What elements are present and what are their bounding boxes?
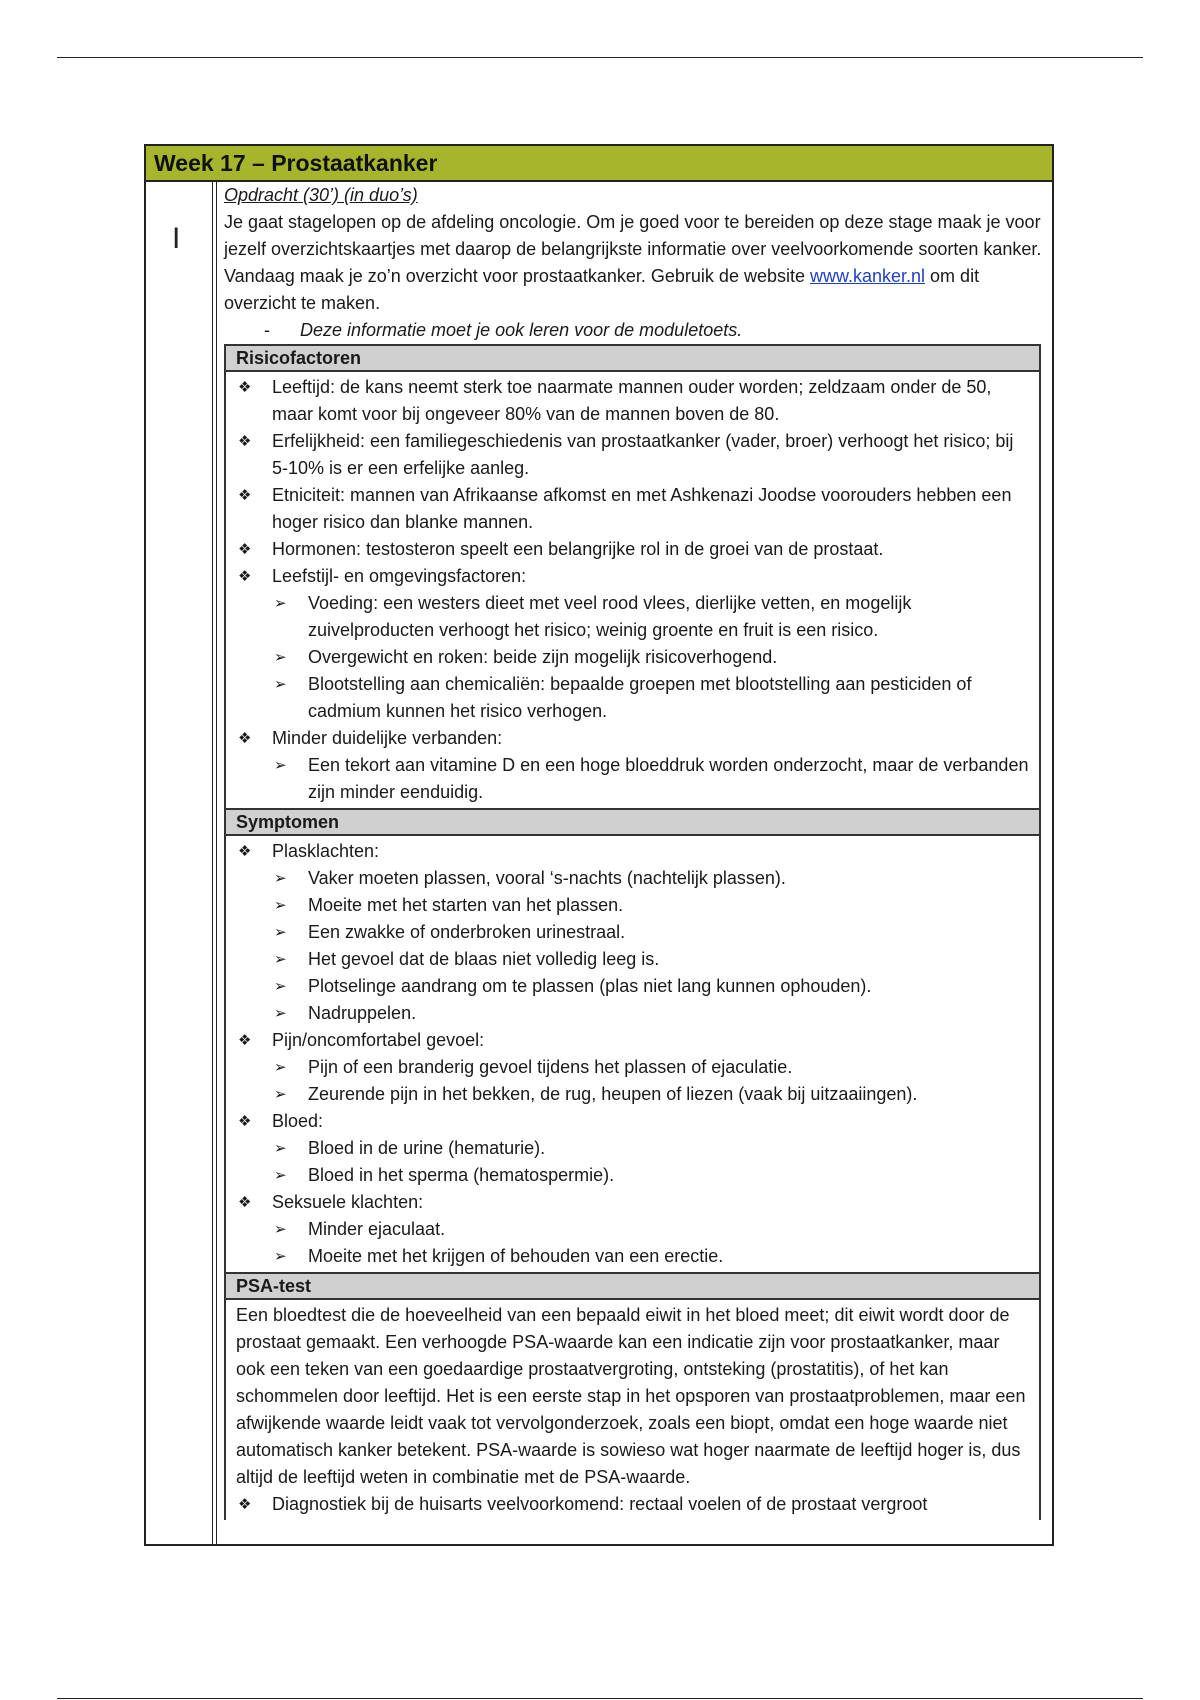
psa-title: PSA-test bbox=[226, 1274, 1039, 1300]
sub-list-item: ➢ Een tekort aan vitamine D en een hoge bloeddruk worden onderzocht, maar de verbanden zijn minder eenduidig. bbox=[236, 752, 1033, 806]
risk-list bbox=[226, 372, 1039, 808]
list-item: ❖ Pijn/oncomfortabel gevoel: bbox=[236, 1027, 1033, 1054]
note-dash: - bbox=[264, 320, 270, 340]
sub-list-item: ➢ Het gevoel dat de blaas niet volledig leeg is. bbox=[236, 946, 1033, 973]
kanker-link[interactable]: www.kanker.nl bbox=[809, 266, 926, 286]
sub-list-item: ➢ Bloed in de urine (hematurie). bbox=[236, 1135, 1033, 1162]
sub-list-item: ➢ Voeding: een westers dieet met veel rood vlees, dierlijke vetten, en mogelijk zuivelproducten verhoogt het risico; weinig groente en fruit is een risico. bbox=[236, 590, 1033, 644]
card-body bbox=[146, 182, 1052, 1544]
assignment-text-start: Je gaat stagelopen op de afdeling oncologie. Om je goed voor te bereiden op deze stage maak je voor jezelf overzichtskaartjes met daarop de belangrijkste informatie over veelvoorkomende soorten kanker. Vandaag maak je zo’n overzicht voor prostaatkanker. Gebruik de website bbox=[224, 212, 1042, 286]
sub-list-item: ➢ Bloed in het sperma (hematospermie). bbox=[236, 1162, 1033, 1189]
note-text: Deze informatie moet je ook leren voor de moduletoets. bbox=[300, 320, 743, 340]
risk-title: Risicofactoren bbox=[226, 346, 1039, 372]
list-item: ❖ Etniciteit: mannen van Afrikaanse afkomst en met Ashkenazi Joodse voorouders hebben een hoger risico dan blanke mannen. bbox=[236, 482, 1033, 536]
list-item: ❖ Bloed: bbox=[236, 1108, 1033, 1135]
symptoms-section bbox=[224, 808, 1041, 1272]
sub-list-item: ➢ Blootstelling aan chemicaliën: bepaalde groepen met blootstelling aan pesticiden of cadmium kunnen het risico verhogen. bbox=[236, 671, 1033, 725]
list-item: ❖ Leeftijd: de kans neemt sterk toe naarmate mannen ouder worden; zeldzaam onder de 50, maar komt voor bij ongeveer 80% van de mannen boven de 80. bbox=[236, 374, 1033, 428]
topic-card bbox=[144, 144, 1054, 1546]
top-rule bbox=[57, 57, 1143, 58]
list-item: ❖ Leefstijl- en omgevingsfactoren: bbox=[236, 563, 1033, 590]
list-item: ❖ Diagnostiek bij de huisarts veelvoorkomend: rectaal voelen of de prostaat vergroot bbox=[236, 1491, 1033, 1518]
list-item: ❖ Hormonen: testosteron speelt een belangrijke rol in de groei van de prostaat. bbox=[236, 536, 1033, 563]
list-item: ❖ Plasklachten: bbox=[236, 838, 1033, 865]
sub-list-item: ➢ Pijn of een branderig gevoel tijdens het plassen of ejaculatie. bbox=[236, 1054, 1033, 1081]
assignment-block bbox=[224, 182, 1052, 344]
symptoms-list bbox=[226, 836, 1039, 1272]
content-column bbox=[224, 182, 1052, 1544]
left-column bbox=[146, 182, 217, 1544]
sub-list-item: ➢ Minder ejaculaat. bbox=[236, 1216, 1033, 1243]
psa-content bbox=[226, 1300, 1039, 1520]
assignment-text bbox=[224, 209, 1052, 317]
assignment-note bbox=[224, 317, 1052, 344]
sub-list-item: ➢ Zeurende pijn in het bekken, de rug, heupen of liezen (vaak bij uitzaaiingen). bbox=[236, 1081, 1033, 1108]
sub-list-item: ➢ Moeite met het starten van het plassen. bbox=[236, 892, 1033, 919]
roman-numeral: I bbox=[172, 222, 181, 255]
psa-section bbox=[224, 1272, 1041, 1520]
sub-list-item: ➢ Plotselinge aandrang om te plassen (plas niet lang kunnen ophouden). bbox=[236, 973, 1033, 1000]
sub-list-item: ➢ Een zwakke of onderbroken urinestraal. bbox=[236, 919, 1033, 946]
list-item: ❖ Erfelijkheid: een familiegeschiedenis van prostaatkanker (vader, broer) verhoogt het risico; bij 5-10% is er een erfelijke aanleg. bbox=[236, 428, 1033, 482]
assignment-text-end: om dit overzicht te maken. bbox=[224, 266, 980, 313]
card-title: Week 17 – Prostaatkanker bbox=[146, 146, 1052, 182]
psa-paragraph: Een bloedtest die de hoeveelheid van een bepaald eiwit in het bloed meet; dit eiwit wordt door de prostaat gemaakt. Een verhoogde PSA-waarde kan een indicatie zijn voor prostaatkanker, maar ook een teken van een goedaardige prostaatvergroting, ontsteking (prostatitis), of het kan schommelen door leeftijd. Het is een eerste stap in het opsporen van prostaatproblemen, maar een afwijkende waarde leidt vaak tot vervolgonderzoek, zoals een biopt, omdat een hoge waarde niet automatisch kanker betekent. PSA-waarde is sowieso wat hoger naarmate de leeftijd hoger is, dus altijd de leeftijd weten in combinatie met de PSA-waarde. bbox=[236, 1305, 1026, 1487]
sub-list-item: ➢ Overgewicht en roken: beide zijn mogelijk risicoverhogend. bbox=[236, 644, 1033, 671]
list-item: ❖ Minder duidelijke verbanden: bbox=[236, 725, 1033, 752]
list-item: ❖ Seksuele klachten: bbox=[236, 1189, 1033, 1216]
sub-list-item: ➢ Moeite met het krijgen of behouden van een erectie. bbox=[236, 1243, 1033, 1270]
assignment-title: Opdracht (30’) (in duo’s) bbox=[224, 185, 418, 205]
sub-list-item: ➢ Nadruppelen. bbox=[236, 1000, 1033, 1027]
symptoms-title: Symptomen bbox=[226, 810, 1039, 836]
bottom-rule bbox=[57, 1698, 1143, 1699]
sub-list-item: ➢ Vaker moeten plassen, vooral ‘s-nachts (nachtelijk plassen). bbox=[236, 865, 1033, 892]
risk-section bbox=[224, 344, 1041, 808]
